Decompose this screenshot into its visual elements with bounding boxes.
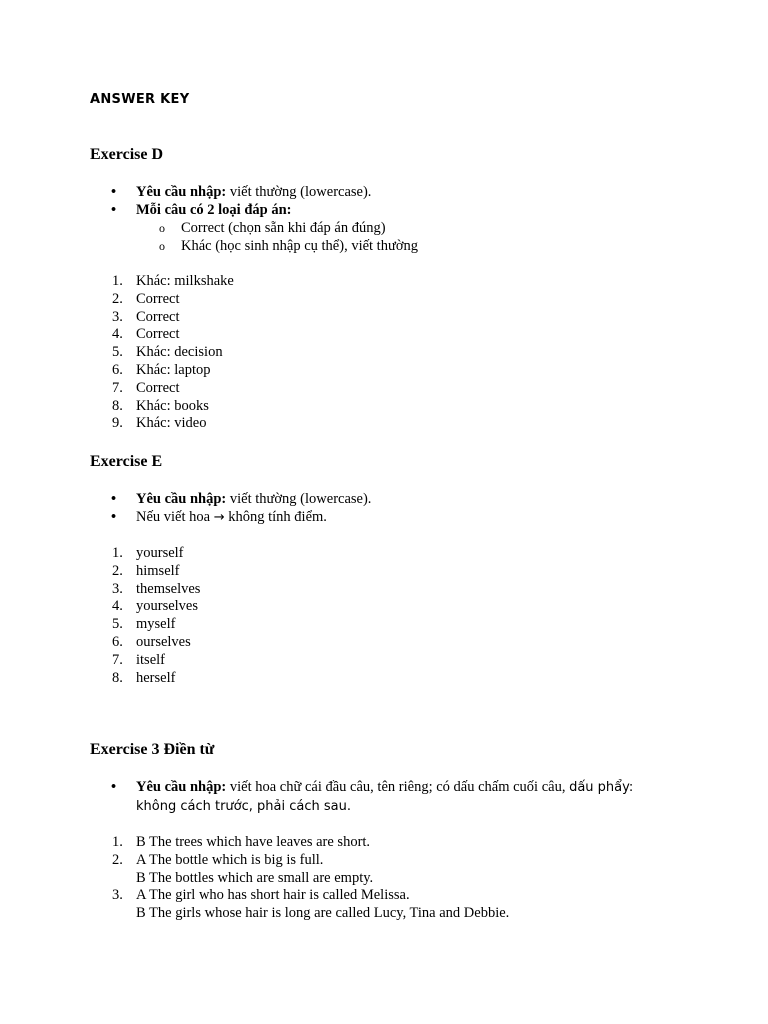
exercise-3-title: Exercise 3 Điền từ xyxy=(90,741,215,758)
answer-item xyxy=(90,380,690,398)
bullet-text-sans: dấu phẩy: không cách trước, phải cách sau. xyxy=(136,780,634,814)
bullet-text: viết thường (lowercase). xyxy=(226,184,372,200)
exercise-3-bullet xyxy=(90,778,671,816)
exercise-e-bullet-1 xyxy=(90,490,690,508)
bullet-label: Yêu cầu nhập: xyxy=(136,184,227,200)
answer-number: 4. xyxy=(112,598,123,615)
answer-key-title: ANSWER KEY xyxy=(90,92,190,107)
bullet-text: viết hoa chữ cái đầu câu, tên riêng; có dấu chấm cuối câu, xyxy=(226,779,570,795)
answer-line: A The bottle which is big is full. xyxy=(136,851,324,868)
arrow-icon: → xyxy=(213,510,225,525)
answer-item xyxy=(90,887,690,923)
answer-item xyxy=(90,581,690,599)
exercise-e-answers xyxy=(90,545,690,687)
bullet-text: Nếu viết hoa xyxy=(136,509,214,525)
bullet-label: Mỗi câu có 2 loại đáp án: xyxy=(136,202,292,218)
answer-item xyxy=(90,326,690,344)
answer-text: itself xyxy=(136,651,165,668)
exercise-d-sub-item-1: o Correct (chọn sẵn khi đáp án đúng) xyxy=(136,219,690,237)
answer-number: 1. xyxy=(112,273,123,289)
exercise-d-section xyxy=(90,145,690,433)
answer-number: 6. xyxy=(112,633,123,650)
answer-item xyxy=(90,563,690,581)
answer-text: myself xyxy=(136,616,176,633)
exercise-e-title: Exercise E xyxy=(90,453,163,470)
bullet-text: viết thường (lowercase). xyxy=(226,491,372,507)
answer-number: 5. xyxy=(112,344,123,361)
exercise-3-section xyxy=(90,740,690,923)
answer-number: 2. xyxy=(112,851,123,868)
answer-line: A The girl who has short hair is called Melissa. xyxy=(136,887,410,904)
bullet-label: Yêu cầu nhập: xyxy=(136,779,227,795)
answer-number: 8. xyxy=(112,669,123,686)
exercise-d-bullet-1 xyxy=(90,183,690,201)
exercise-3-instructions xyxy=(90,778,690,816)
answer-item xyxy=(90,616,690,634)
answer-item xyxy=(90,670,690,688)
exercise-d-bullet-2 xyxy=(90,201,690,255)
answer-number: 2. xyxy=(112,562,123,579)
exercise-d-instructions xyxy=(90,183,690,255)
answer-text: Khác: decision xyxy=(136,344,223,361)
answer-text: Khác: video xyxy=(136,415,207,432)
answer-number: 9. xyxy=(112,415,123,432)
answer-number: 4. xyxy=(112,326,123,343)
answer-number: 3. xyxy=(112,580,123,597)
answer-number: 1. xyxy=(112,834,123,850)
exercise-e-section xyxy=(90,452,690,687)
bullet-text: không tính điểm. xyxy=(224,509,327,525)
exercise-d-sublist xyxy=(136,219,690,255)
answer-text: herself xyxy=(136,669,176,686)
answer-item xyxy=(90,309,690,327)
answer-number: 8. xyxy=(112,397,123,414)
answer-text: Correct xyxy=(136,290,180,307)
answer-text: Correct xyxy=(136,379,180,396)
answer-item xyxy=(90,291,690,309)
exercise-3-answers xyxy=(90,834,690,923)
answer-item xyxy=(90,344,690,362)
answer-number: 1. xyxy=(112,545,123,561)
answer-line: B The trees which have leaves are short. xyxy=(136,834,371,850)
answer-line: B The girls whose hair is long are called Lucy, Tina and Debbie. xyxy=(136,905,510,922)
answer-text: Khác: laptop xyxy=(136,361,211,378)
answer-item xyxy=(90,398,690,416)
answer-item xyxy=(90,652,690,670)
answer-text: Correct xyxy=(136,326,180,343)
bullet-label: Yêu cầu nhập: xyxy=(136,491,227,507)
answer-number: 5. xyxy=(112,616,123,633)
answer-text: ourselves xyxy=(136,633,191,650)
answer-number: 3. xyxy=(112,887,123,904)
answer-text: themselves xyxy=(136,580,201,597)
exercise-e-instructions xyxy=(90,490,690,527)
answer-item xyxy=(90,273,690,291)
answer-line: B The bottles which are small are empty. xyxy=(136,869,374,886)
answer-text: Khác: books xyxy=(136,397,209,414)
answer-text: yourselves xyxy=(136,598,199,615)
answer-text: Correct xyxy=(136,308,180,325)
answer-item xyxy=(90,852,690,888)
exercise-d-title: Exercise D xyxy=(90,146,164,163)
answer-number: 2. xyxy=(112,290,123,307)
answer-item xyxy=(90,834,690,852)
exercise-d-sub-item-2: o Khác (học sinh nhập cụ thể), viết thường xyxy=(136,237,690,255)
answer-item xyxy=(90,415,690,433)
exercise-d-answers xyxy=(90,273,690,433)
answer-text: yourself xyxy=(136,545,184,561)
exercise-e-bullet-2 xyxy=(90,508,690,527)
answer-number: 7. xyxy=(112,651,123,668)
answer-text: himself xyxy=(136,562,180,579)
answer-number: 3. xyxy=(112,308,123,325)
answer-item xyxy=(90,362,690,380)
answer-text: Khác: milkshake xyxy=(136,273,234,289)
answer-number: 7. xyxy=(112,379,123,396)
answer-item xyxy=(90,545,690,563)
answer-item xyxy=(90,634,690,652)
answer-item xyxy=(90,598,690,616)
answer-number: 6. xyxy=(112,361,123,378)
